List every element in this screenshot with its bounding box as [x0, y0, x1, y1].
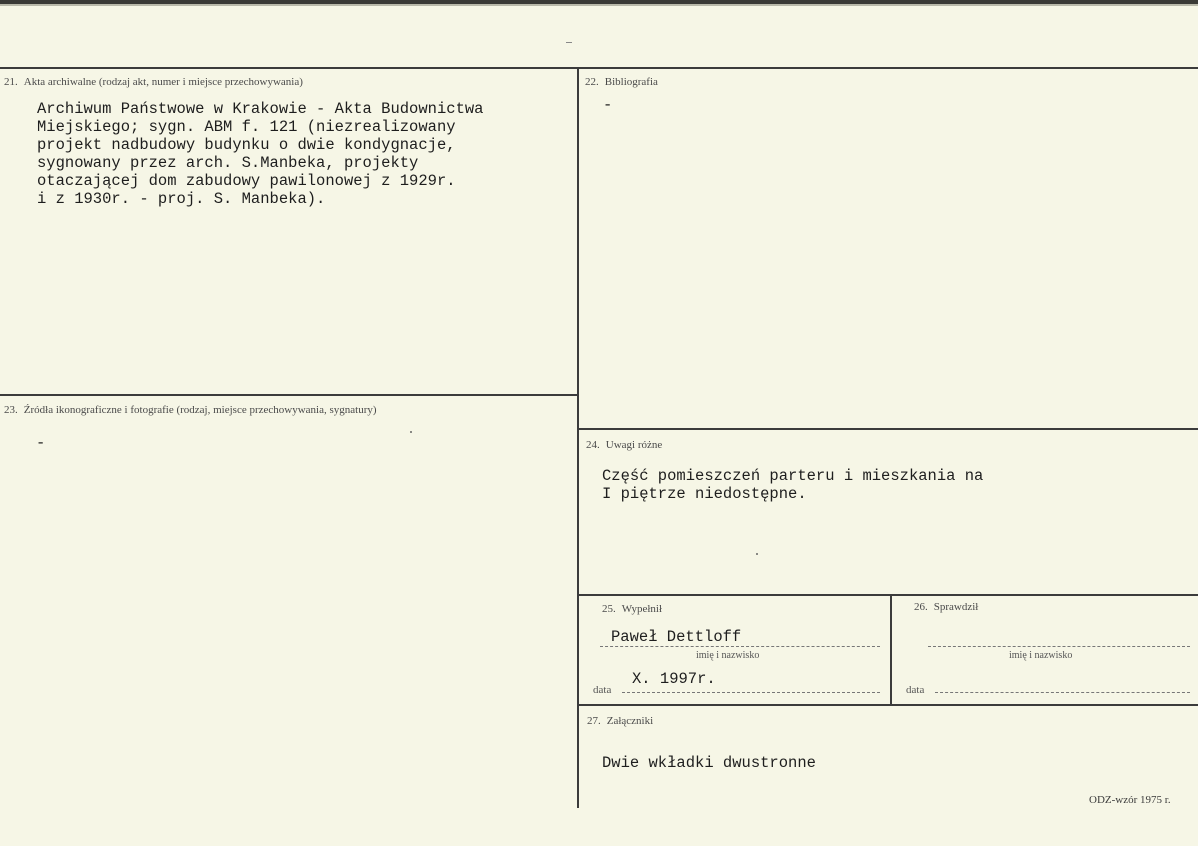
- field-21-value: Archiwum Państwowe w Krakowie - Akta Budownictwa Miejskiego; sygn. ABM f. 121 (niezrealizowany projekt nadbudowy budynku o dwie kondygnacje, sygnowany przez arch. S.Manbeka, projekty otaczającej dom zabudowy pawilonowej z 1929r. i z 1930r. - proj. S. Manbeka).: [37, 100, 484, 208]
- field-23-number: 23.: [4, 404, 18, 416]
- field-22-title: Bibliografia: [604, 76, 658, 88]
- rule-field-24-bottom: [578, 594, 1198, 596]
- field-21-label: [4, 76, 303, 88]
- field-25-label: [602, 603, 662, 615]
- field-25-name-value: Paweł Dettloff: [611, 628, 742, 646]
- field-22-value: -: [603, 96, 613, 114]
- rule-top: [0, 67, 1198, 69]
- field-25-name-caption: imię i nazwisko: [696, 650, 760, 661]
- top-shadow-edge: [0, 4, 1198, 6]
- rule-center-vertical: [577, 67, 579, 808]
- field-26-name-caption: imię i nazwisko: [1009, 650, 1073, 661]
- field-24-value: Część pomieszczeń parteru i mieszkania na I piętrze niedostępne.: [602, 467, 984, 503]
- rule-signature-divider: [890, 595, 892, 705]
- field-25-title: Wypełnił: [621, 603, 663, 615]
- field-26-date-line: [935, 692, 1190, 693]
- field-23-value: -: [36, 434, 46, 452]
- rule-signatures-bottom: [578, 704, 1198, 706]
- form-template-footer: ODZ-wzór 1975 r.: [1089, 794, 1171, 806]
- field-25-date-value: X. 1997r.: [632, 670, 716, 688]
- field-26-date-label: data: [906, 684, 925, 696]
- field-24-number: 24.: [586, 439, 600, 451]
- field-26-name-line: [928, 646, 1190, 647]
- field-27-number: 27.: [587, 715, 601, 727]
- field-27-title: Załączniki: [606, 715, 654, 727]
- field-21-title: Akta archiwalne (rodzaj akt, numer i miejsce przechowywania): [23, 76, 303, 88]
- field-26-number: 26.: [914, 601, 928, 613]
- rule-field-22-bottom: [578, 428, 1198, 430]
- field-23-title: Źródła ikonograficzne i fotografie (rodzaj, miejsce przechowywania, sygnatury): [23, 404, 377, 416]
- paper-speck: [756, 553, 758, 555]
- field-25-date-label: data: [593, 684, 612, 696]
- top-mark: [566, 42, 572, 43]
- field-25-number: 25.: [602, 603, 616, 615]
- field-23-label: [4, 404, 377, 416]
- field-22-label: [585, 76, 658, 88]
- field-26-title: Sprawdził: [933, 601, 979, 613]
- field-27-value: Dwie wkładki dwustronne: [602, 754, 816, 772]
- rule-field-21-bottom: [0, 394, 578, 396]
- field-24-title: Uwagi różne: [605, 439, 663, 451]
- field-21-number: 21.: [4, 76, 18, 88]
- paper-speck: [410, 431, 412, 433]
- field-24-label: [586, 439, 662, 451]
- field-25-date-line: [622, 692, 880, 693]
- field-27-label: [587, 715, 653, 727]
- field-26-label: [914, 601, 978, 613]
- field-25-name-line: [600, 646, 880, 647]
- field-22-number: 22.: [585, 76, 599, 88]
